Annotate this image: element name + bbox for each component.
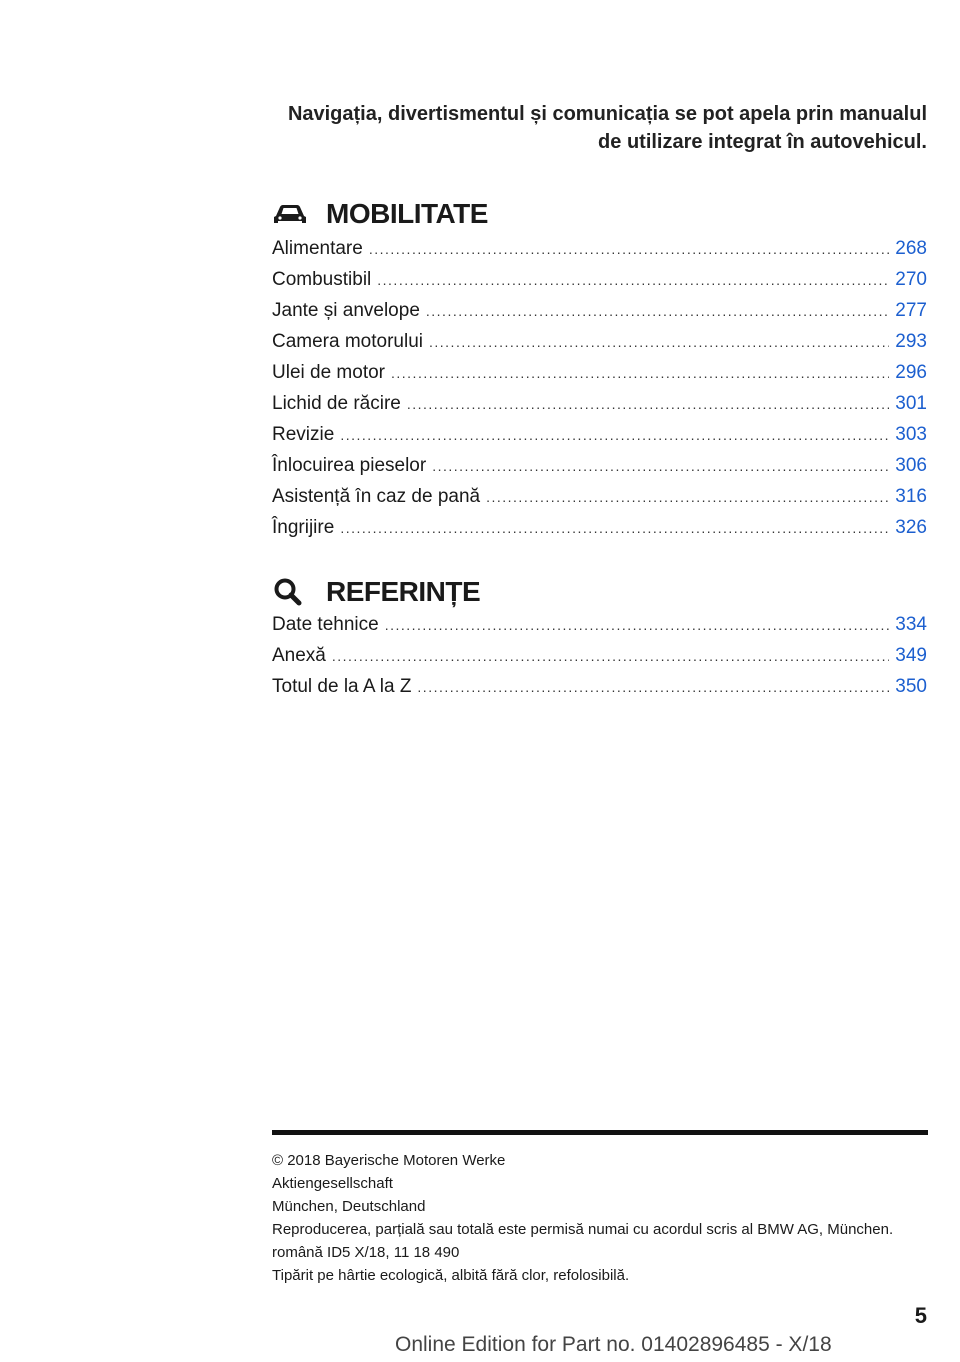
dot-leader — [391, 365, 889, 381]
dot-leader — [332, 648, 889, 664]
toc-entry[interactable] — [272, 486, 927, 517]
dot-leader — [369, 241, 889, 257]
section-heading-references — [272, 576, 480, 608]
toc-entry-label: Alimentare — [272, 238, 363, 259]
toc-entry-page-link[interactable]: 270 — [895, 269, 927, 290]
toc-entry-page-link[interactable]: 296 — [895, 362, 927, 383]
toc-entry-label: Totul de la A la Z — [272, 676, 412, 697]
toc-entry-label: Revizie — [272, 424, 335, 445]
dot-leader — [407, 396, 889, 412]
toc-list-mobility — [272, 238, 927, 548]
toc-entry[interactable] — [272, 676, 927, 707]
toc-entry-page-link[interactable]: 303 — [895, 424, 927, 445]
dot-leader — [486, 489, 889, 505]
toc-entry[interactable] — [272, 517, 927, 548]
toc-entry[interactable] — [272, 424, 927, 455]
footer-edition-text: Online Edition for Part no. 01402896485 - X/18 — [395, 1333, 832, 1356]
toc-entry[interactable] — [272, 393, 927, 424]
page-header — [227, 100, 927, 156]
toc-entry-page-link[interactable]: 349 — [895, 645, 927, 666]
dot-leader — [429, 334, 889, 350]
imprint-line: Reproducerea, parțială sau totală este permisă numai cu acordul scris al BMW AG, München. — [272, 1221, 894, 1238]
toc-entry-label: Jante și anvelope — [272, 300, 420, 321]
toc-entry-page-link[interactable]: 350 — [895, 676, 927, 697]
dot-leader — [417, 679, 889, 695]
toc-entry-label: Date tehnice — [272, 614, 379, 635]
toc-entry-page-link[interactable]: 316 — [895, 486, 927, 507]
toc-entry-label: Lichid de răcire — [272, 393, 401, 414]
dot-leader — [385, 617, 890, 633]
toc-entry-page-link[interactable]: 293 — [895, 331, 927, 352]
toc-entry-page-link[interactable]: 268 — [895, 238, 927, 259]
toc-entry-page-link[interactable]: 334 — [895, 614, 927, 635]
toc-entry-page-link[interactable]: 277 — [895, 300, 927, 321]
toc-entry-label: Îngrijire — [272, 517, 335, 538]
toc-entry[interactable] — [272, 300, 927, 331]
toc-entry[interactable] — [272, 331, 927, 362]
toc-entry-page-link[interactable]: 301 — [895, 393, 927, 414]
toc-entry-label: Combustibil — [272, 269, 372, 290]
page-number: 5 — [914, 1303, 927, 1328]
header-line-2: de utilizare integrat în autovehicul. — [598, 131, 927, 153]
imprint-line: română ID5 X/18, 11 18 490 — [272, 1244, 460, 1261]
magnifier-icon — [272, 576, 316, 608]
toc-entry[interactable] — [272, 645, 927, 676]
dot-leader — [340, 520, 889, 536]
toc-entry[interactable] — [272, 238, 927, 269]
dot-leader — [340, 427, 889, 443]
toc-entry-label: Asistență în caz de pană — [272, 486, 481, 507]
section-title-references: REFERINȚE — [326, 576, 481, 607]
toc-entry-label: Camera motorului — [272, 331, 423, 352]
toc-entry-page-link[interactable]: 306 — [895, 455, 927, 476]
toc-entry-page-link[interactable]: 326 — [895, 517, 927, 538]
toc-entry[interactable] — [272, 269, 927, 300]
dot-leader — [432, 458, 889, 474]
toc-list-references — [272, 614, 927, 707]
imprint-divider — [272, 1130, 928, 1135]
toc-entry[interactable] — [272, 455, 927, 486]
toc-entry-label: Înlocuirea pieselor — [272, 455, 427, 476]
section-heading-mobility — [272, 198, 488, 230]
imprint-line: München, Deutschland — [272, 1198, 426, 1215]
toc-entry[interactable] — [272, 614, 927, 645]
imprint-line: Aktiengesellschaft — [272, 1175, 393, 1192]
car-icon — [272, 198, 316, 230]
toc-entry[interactable] — [272, 362, 927, 393]
imprint-block — [272, 1149, 932, 1287]
dot-leader — [426, 303, 889, 319]
section-title-mobility: MOBILITATE — [326, 198, 488, 229]
imprint-line: Tipărit pe hârtie ecologică, albită fără clor, refolosibilă. — [272, 1267, 630, 1284]
toc-entry-label: Ulei de motor — [272, 362, 385, 383]
imprint-line: © 2018 Bayerische Motoren Werke — [272, 1152, 506, 1169]
header-line-1: Navigația, divertismentul și comunicația se pot apela prin manualul — [287, 103, 927, 125]
dot-leader — [377, 272, 889, 288]
toc-entry-label: Anexă — [272, 645, 326, 666]
